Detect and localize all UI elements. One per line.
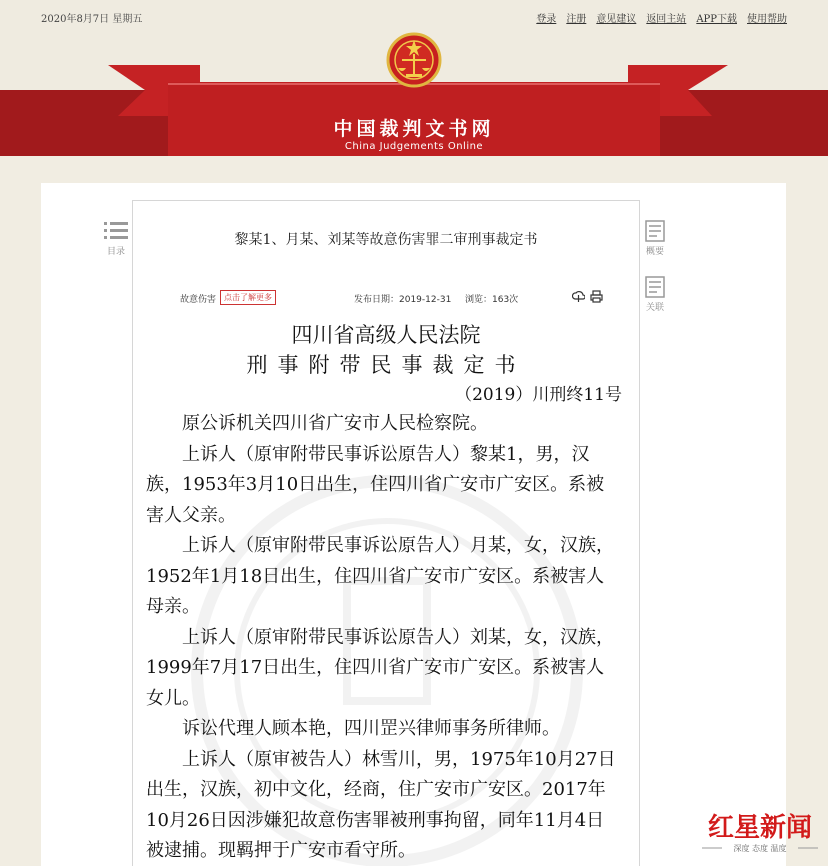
related-label: 关联 <box>645 303 664 313</box>
main-site-link[interactable]: 返回主站 <box>646 14 687 25</box>
print-icon[interactable] <box>590 290 603 306</box>
red-star-news-logo <box>700 806 820 856</box>
site-title: 中国裁判文书网 <box>333 118 495 140</box>
list-icon <box>104 220 128 242</box>
paragraph: 上诉人（原审附带民事诉讼原告人）刘某，女，汉族，1999年7月17日出生，住四川省广安市广安区。系被害人女儿。 <box>146 626 614 709</box>
document-icon <box>645 220 665 242</box>
download-icon[interactable] <box>572 290 585 306</box>
paragraph: 上诉人（原审被告人）林雪川，男，1975年10月27日出生，汉族，初中文化，经商，住广安市广安区。2017年10月26日因涉嫌犯故意伤害罪被刑事拘留，同年11月4日被逮捕。现羁押于广安市看守所。 <box>146 748 616 861</box>
document-meta <box>180 290 620 306</box>
court-emblem-icon <box>384 28 444 92</box>
case-cause: 故意伤害 <box>180 295 217 305</box>
paragraph: 上诉人（原审附带民事诉讼原告人）黎某1，男，汉族，1953年3月10日出生，住四川省广安市广安区。系被害人父亲。 <box>146 443 605 526</box>
svg-text:深度 态度 温度: 深度 态度 温度 <box>733 844 787 853</box>
related-doc-icon <box>645 276 665 298</box>
toc-button[interactable] <box>101 220 131 257</box>
case-number: （2019）川刑终11号 <box>455 385 622 405</box>
court-name: 四川省高级人民法院 <box>291 323 481 347</box>
publish-date: 发布日期：2019-12-31 <box>354 295 452 305</box>
app-download-link[interactable]: APP下载 <box>696 14 737 25</box>
register-link[interactable]: 注册 <box>566 14 587 25</box>
learn-more-button[interactable]: 点击了解更多 <box>220 290 276 305</box>
document-type: 刑事附带民事裁定书 <box>246 353 526 377</box>
view-count: 浏览：163次 <box>465 295 519 305</box>
paragraph: 上诉人（原审附带民事诉讼原告人）月某，女，汉族，1952年1月18日出生，住四川省广安市广安区。系被害人母亲。 <box>146 535 614 617</box>
login-link[interactable]: 登录 <box>536 14 557 25</box>
related-button[interactable] <box>640 276 670 313</box>
summary-label: 概要 <box>645 247 664 257</box>
help-link[interactable]: 使用帮助 <box>747 14 787 25</box>
document-title: 黎某1、月某、刘某等故意伤害罪二审刑事裁定书 <box>234 232 538 248</box>
header-links <box>536 10 787 25</box>
svg-text:红星新闻: 红星新闻 <box>707 813 813 843</box>
document-body <box>146 409 616 866</box>
site-subtitle: China Judgements Online <box>344 141 484 152</box>
paragraph: 原公诉机关四川省广安市人民检察院。 <box>182 413 488 434</box>
feedback-link[interactable]: 意见建议 <box>596 14 637 25</box>
paragraph: 诉讼代理人顾本艳，四川罡兴律师事务所律师。 <box>182 718 560 739</box>
toc-label: 目录 <box>106 247 125 257</box>
current-date: 2020年8月7日 星期五 <box>41 14 143 25</box>
summary-button[interactable] <box>640 220 670 257</box>
